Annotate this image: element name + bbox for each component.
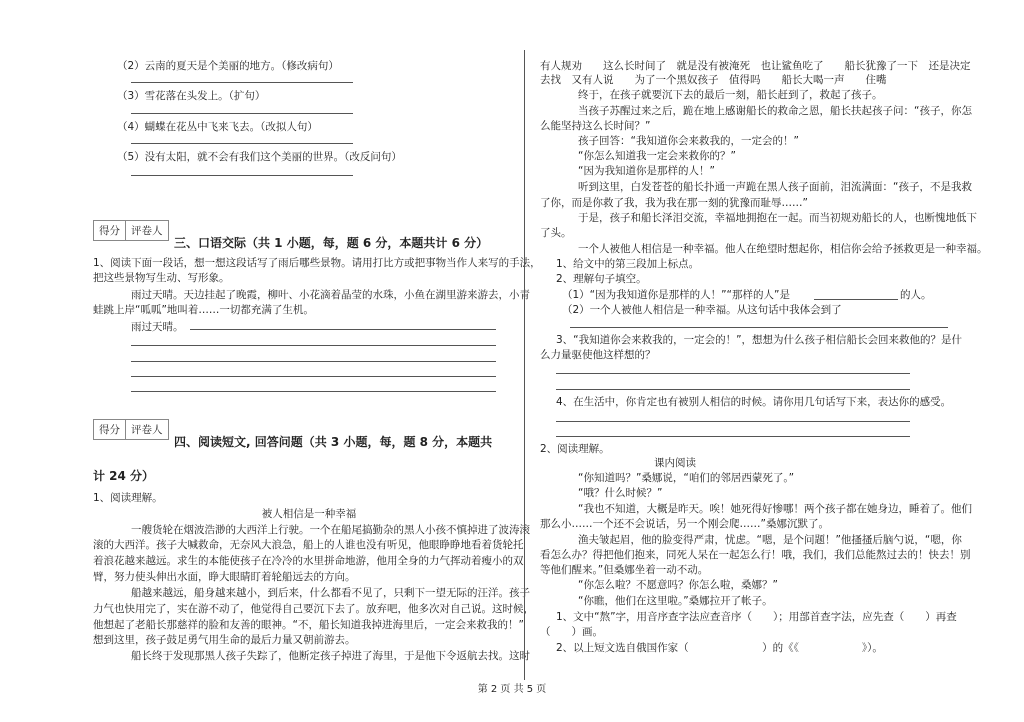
passage-line: 看怎么办？得把他们抱来，同死人呆在一起怎么行！哦，我们，我们总能熬过去的！快去！别 (540, 549, 971, 561)
story-line: 孩子回答：“我知道你会来救我的，一定会的！” (578, 135, 799, 147)
answer-line[interactable] (131, 376, 496, 377)
story-title: 被人相信是一种幸福 (261, 508, 357, 520)
question-3: （3）雪花落在头发上。（扩句） (117, 90, 266, 102)
passage-line: “你知道吗？”桑娜说，“咱们的邻居西蒙死了。” (578, 472, 795, 484)
answer-line[interactable] (131, 345, 496, 346)
passage-question-2: 2、以上短文选自俄国作家（ ）的《《 》）。 (556, 642, 883, 654)
question-2: 2、理解句子填空。 (556, 273, 647, 285)
story-line: 了头。 (540, 227, 572, 239)
reading-1-label: 1、阅读理解。 (93, 492, 163, 504)
passage-line: 等他们醒来。”但桑娜坐着一动不动。 (540, 564, 709, 576)
answer-line[interactable] (556, 373, 910, 374)
answer-line[interactable] (556, 389, 910, 390)
story-line: 了你，而是你救了我，我为我在那一刻的犹豫而耻辱……” (540, 197, 808, 209)
passage-line: “哦？什么时候？” (578, 487, 663, 499)
story-line: 滚的大西洋。孩子大喊救命，无奈风大浪急，船上的人谁也没有听见，他眼睁睁地看着货轮托 (93, 539, 524, 551)
story-line: “因为我知道你是那样的人！” (578, 165, 715, 177)
question-3-cont: 么力量驱使他这样想的？ (540, 349, 656, 361)
score-label: 得分 (94, 420, 126, 439)
answer-line[interactable] (556, 421, 910, 422)
answer-line[interactable] (556, 436, 910, 437)
story-line: 船越来越远，船身越来越小，到后来，什么都看不见了，只剩下一望无际的汪洋。孩子 (131, 587, 530, 599)
reviewer-label: 评卷人 (131, 225, 163, 237)
story-line: 力气也快用完了，实在游不动了，他觉得自己要沉下去了。放弃吧，他多次对自己说。这时候， (93, 603, 534, 615)
passage-title: 课内阅读 (654, 457, 696, 469)
score-box (93, 220, 169, 241)
section-3-question-cont: 把这些景物写生动、写形象。 (93, 272, 230, 284)
section-3-question: 1、阅读下面一段话，想一想这段话写了雨后哪些景物。请用打比方或把事物当作人来写的手法， (93, 257, 541, 269)
story-line: 当孩子苏醒过来之后，跪在地上感谢船长的救命之恩，船长扶起孩子问：“孩子，你怎 (578, 105, 972, 117)
answer-line[interactable] (131, 82, 353, 83)
section-4-title: 四、阅读短文, 回答问题（共 3 小题，每，题 8 分，本题共 (174, 435, 493, 449)
question-2: （2）云南的夏天是个美丽的地方。（修改病句） (117, 60, 339, 72)
story-line: 一个人被他人相信是一种幸福。他人在绝望时想起你，相信你会给予拯救更是一种幸福。 (578, 243, 988, 255)
passage-line: “你瞧，他们在这里啦。”桑娜拉开了帐子。 (578, 595, 773, 607)
section-3-title: 三、口语交际（共 1 小题，每，题 6 分，本题共计 6 分） (174, 236, 489, 250)
section-4-title-cont: 计 24 分） (93, 469, 155, 483)
answer-line[interactable] (131, 391, 496, 392)
passage-line: 渔夫皱起眉，他的脸变得严肃，忧虑。“嗯，是个问题！”他搔搔后脑勺说，“嗯，你 (578, 534, 962, 546)
story-line: 他想起了老船长那慈祥的脸和友善的眼神。“不，船长知道我掉进海里后，一定会来救我的！” (93, 619, 524, 631)
story-line: “你怎么知道我一定会来救你的？” (578, 150, 736, 162)
question-2-2: （2）一个人被他人相信是一种幸福。从这句话中我体会到了 (562, 304, 842, 316)
column-divider (524, 50, 525, 680)
score-label: 得分 (94, 221, 126, 240)
story-line: 想到这里，孩子鼓足勇气用生命的最后力量又朝前游去。 (93, 634, 356, 646)
passage-line: “你怎么啦？不愿意吗？你怎么啦，桑娜？” (578, 579, 778, 591)
section-3-paragraph: 雨过天晴。天边挂起了晚霞，柳叶、小花滴着晶莹的水珠，小鱼在湖里游来游去，小青 (131, 289, 530, 301)
question-4: （4）蝴蝶在花丛中飞来飞去。（改拟人句） (117, 121, 318, 133)
page-footer: 第 2 页 共 5 页 (477, 684, 547, 695)
passage-question-1: 1、文中“熬”字，用音序查字法应查音序（ ）；用部首查字法，应先查（ ）再查 (556, 611, 957, 623)
story-line: 终于，在孩子就要沉下去的最后一刻，船长赶到了，救起了孩子。 (578, 89, 883, 101)
question-2-1-end: 的人。 (900, 289, 932, 301)
answer-line[interactable] (814, 299, 898, 300)
story-line: 么能坚持这么长时间？” (540, 120, 651, 132)
story-line: 有人规劝 这么长时间了 就是没有被淹死 也让鲨鱼吃了 船长犹豫了一下 还是决定 (540, 60, 971, 72)
question-1: 1、给文中的第三段加上标点。 (556, 258, 700, 270)
answer-line[interactable] (131, 175, 353, 176)
story-line: 一艘货轮在烟波浩渺的大西洋上行驶。一个在船尾搞勤杂的黑人小孩不慎掉进了波涛滚 (131, 524, 530, 536)
question-4: 4、在生活中，你肯定也有被别人相信的时候。请你用几句话写下来，表达你的感受。 (556, 396, 952, 408)
story-line: 臂，努力使头伸出水面，睁大眼睛盯着轮船远去的方向。 (93, 571, 356, 583)
passage-question-1-cont: （ ）画。 (540, 626, 603, 638)
question-3: 3、“我知道你会来救我的，一定会的！”，想想为什么孩子相信船长会回来救他的？是什 (556, 334, 963, 346)
section-3-paragraph-cont: 蛙跳上岸“呱呱”地叫着……一切都充满了生机。 (93, 304, 314, 316)
story-line: 去找 又有人说 为了一个黑奴孩子 值得吗 船长大喝一声 住嘴 (540, 74, 887, 86)
story-line: 于是，孩子和船长泽泪交流，幸福地拥抱在一起。而当初规劝船长的人，也断愧地低下 (578, 212, 977, 224)
passage-line: “我也不知道，大概是昨天。唉！她死得好惨哪！两个孩子都在她身边，睡着了。他们 (578, 503, 972, 515)
score-box (93, 419, 169, 440)
answer-line[interactable] (131, 113, 353, 114)
answer-line[interactable] (131, 143, 353, 144)
reading-2-label: 2、阅读理解。 (540, 443, 610, 455)
answer-start: 雨过天晴。 (131, 321, 184, 333)
reviewer-label: 评卷人 (131, 424, 163, 436)
question-5: （5）没有太阳，就不会有我们这个美丽的世界。（改反问句） (117, 151, 402, 163)
story-line: 听到这里，白发苍苍的船长扑通一声跪在黑人孩子面前，泪流满面：“孩子，不是我救 (578, 181, 972, 193)
answer-line[interactable] (190, 329, 496, 330)
story-line: 着浪花越来越远。求生的本能使孩子在冷冷的水里拼命地游，他用全身的力气挥动着瘦小的双 (93, 555, 524, 567)
passage-line: 那么小……一个还不会说话，另一个刚会爬……”桑娜沉默了。 (540, 518, 829, 530)
answer-line[interactable] (131, 361, 496, 362)
question-2-1: （1）“因为我知道你是那样的人！”“那样的人”是 (562, 289, 790, 301)
answer-line[interactable] (570, 327, 948, 328)
story-line: 船长终于发现那黑人孩子失踪了，他断定孩子掉进了海里，于是他下令返航去找。这时 (131, 650, 530, 662)
